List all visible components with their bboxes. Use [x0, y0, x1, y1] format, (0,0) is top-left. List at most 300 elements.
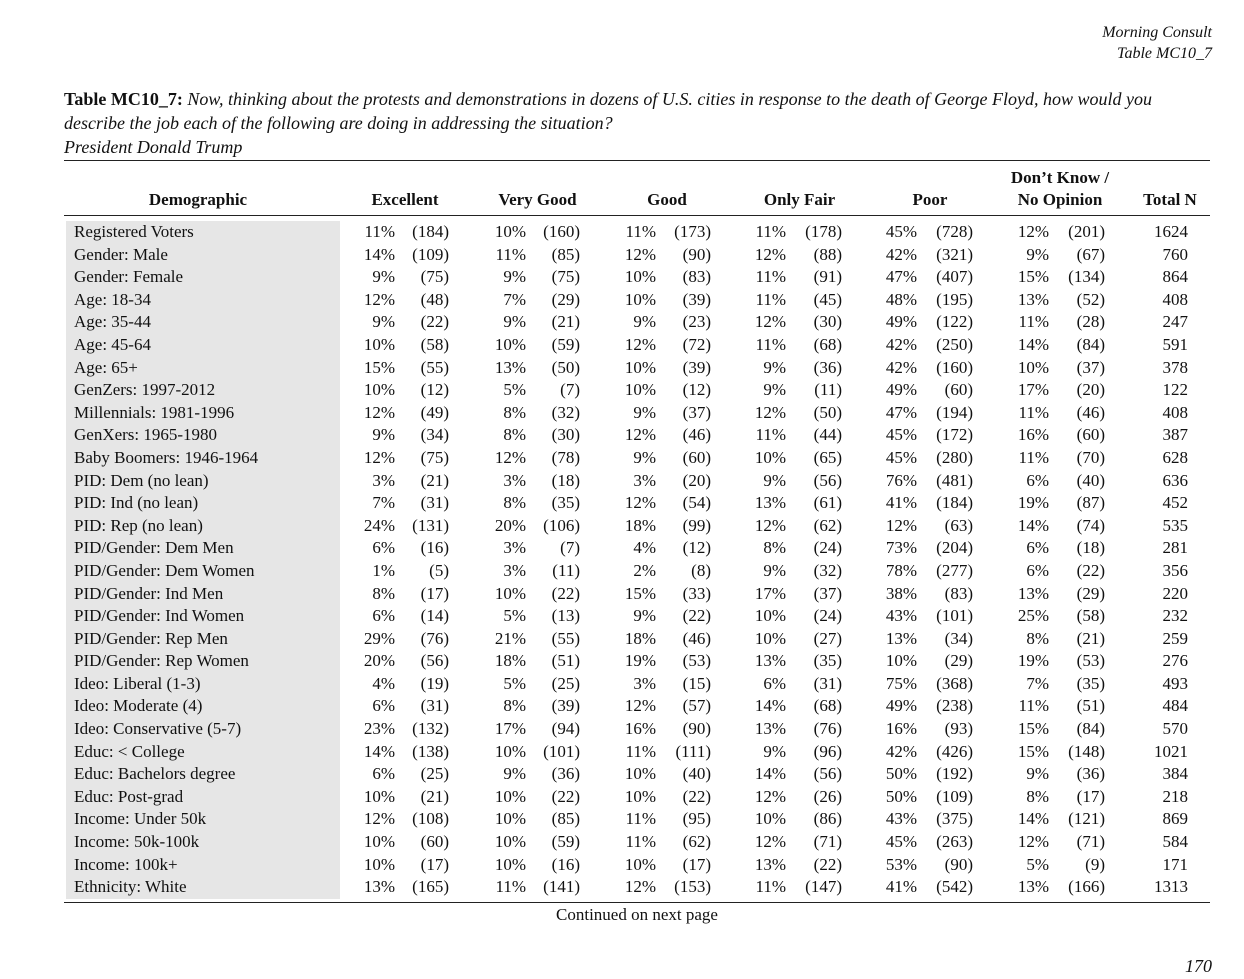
cell-poor-count: (321): [936, 244, 973, 264]
table-row: [64, 515, 1210, 538]
cell-good-percent: 11%: [625, 741, 656, 761]
cell-poor-count: (407): [936, 267, 973, 287]
cell-poor-count: (93): [944, 719, 973, 739]
cell-very-good-percent: 13%: [494, 357, 526, 377]
cell-poor-percent: 38%: [885, 583, 917, 603]
cell-poor-percent: 48%: [885, 289, 917, 309]
table-top-rule: [64, 160, 1210, 161]
cell-dont-know-count: (40): [1076, 470, 1105, 490]
cell-good-count: (37): [682, 402, 711, 422]
table-row: [64, 650, 1210, 673]
cell-excellent-count: (34): [420, 425, 449, 445]
cell-total-n: 218: [1162, 786, 1188, 806]
cell-dont-know-percent: 12%: [1017, 222, 1049, 241]
cell-excellent-percent: 11%: [364, 222, 395, 241]
cell-only-fair-percent: 17%: [754, 583, 786, 603]
cell-total-n: 122: [1162, 380, 1188, 400]
cell-poor-percent: 45%: [885, 222, 917, 241]
cell-excellent-count: (12): [420, 380, 449, 400]
table-row: [64, 311, 1210, 334]
cell-only-fair-percent: 13%: [754, 493, 786, 513]
cell-dont-know-count: (121): [1068, 809, 1105, 829]
cell-excellent-count: (75): [420, 447, 449, 467]
cell-dont-know-percent: 6%: [1026, 560, 1049, 580]
cell-excellent-count: (60): [420, 832, 449, 852]
table-row: [64, 560, 1210, 583]
cell-very-good-count: (141): [543, 877, 580, 897]
cell-excellent-percent: 7%: [372, 493, 395, 513]
cell-dont-know-count: (52): [1076, 289, 1105, 309]
table-row: [64, 402, 1210, 425]
cell-good-percent: 10%: [624, 764, 656, 784]
cell-only-fair-count: (61): [813, 493, 842, 513]
cell-dont-know-count: (201): [1068, 222, 1105, 241]
cell-only-fair-percent: 12%: [754, 312, 786, 332]
cell-excellent-percent: 6%: [372, 606, 395, 626]
cell-dont-know-count: (58): [1076, 606, 1105, 626]
cell-good-percent: 10%: [624, 357, 656, 377]
cell-poor-count: (277): [936, 560, 973, 580]
cell-excellent-percent: 15%: [363, 357, 395, 377]
cell-good-count: (15): [682, 673, 711, 693]
cell-only-fair-count: (24): [813, 606, 842, 626]
cell-excellent-count: (22): [420, 312, 449, 332]
table-row: [64, 808, 1210, 831]
table-row: [64, 876, 1210, 899]
cell-dont-know-count: (53): [1076, 651, 1105, 671]
cell-good-percent: 10%: [624, 786, 656, 806]
cell-total-n: 636: [1162, 470, 1188, 490]
cell-total-n: 493: [1162, 673, 1188, 693]
cell-very-good-percent: 18%: [494, 651, 526, 671]
col-header-good: Good: [647, 190, 687, 209]
row-label: Income: 50k-100k: [66, 831, 340, 854]
cell-very-good-percent: 12%: [494, 447, 526, 467]
cell-only-fair-percent: 12%: [754, 244, 786, 264]
cell-poor-count: (263): [936, 832, 973, 852]
cell-dont-know-count: (84): [1076, 719, 1105, 739]
cell-dont-know-count: (37): [1076, 357, 1105, 377]
cell-total-n: 384: [1162, 764, 1188, 784]
row-label: Ideo: Conservative (5-7): [66, 718, 340, 741]
table-body: [64, 221, 1210, 899]
row-label: PID: Rep (no lean): [66, 515, 340, 538]
cell-only-fair-percent: 10%: [754, 606, 786, 626]
cell-very-good-count: (35): [551, 493, 580, 513]
table-row: [64, 583, 1210, 606]
continued-note: Continued on next page: [556, 905, 718, 924]
cell-excellent-percent: 6%: [372, 538, 395, 558]
cell-dont-know-count: (18): [1076, 538, 1105, 558]
cell-good-percent: 3%: [633, 673, 656, 693]
cell-excellent-count: (184): [412, 222, 449, 241]
cell-dont-know-count: (17): [1076, 786, 1105, 806]
cell-dont-know-percent: 8%: [1026, 786, 1049, 806]
cell-dont-know-count: (29): [1076, 583, 1105, 603]
cell-very-good-count: (36): [551, 764, 580, 784]
cell-dont-know-count: (70): [1076, 447, 1105, 467]
cell-very-good-count: (50): [551, 357, 580, 377]
cell-very-good-percent: 9%: [503, 312, 526, 332]
cell-only-fair-percent: 9%: [763, 357, 786, 377]
cell-dont-know-percent: 11%: [1018, 312, 1049, 332]
cell-good-percent: 18%: [624, 515, 656, 535]
cell-dont-know-percent: 19%: [1017, 493, 1049, 513]
cell-only-fair-count: (22): [813, 854, 842, 874]
cell-poor-percent: 42%: [885, 741, 917, 761]
cell-only-fair-percent: 10%: [754, 809, 786, 829]
cell-only-fair-percent: 14%: [754, 696, 786, 716]
cell-very-good-percent: 10%: [494, 854, 526, 874]
cell-only-fair-percent: 12%: [754, 402, 786, 422]
cell-poor-percent: 50%: [885, 786, 917, 806]
cell-dont-know-percent: 17%: [1017, 380, 1049, 400]
table-row: [64, 424, 1210, 447]
row-label: Educ: Post-grad: [66, 786, 340, 809]
cell-only-fair-percent: 11%: [755, 877, 786, 897]
row-label: GenXers: 1965-1980: [66, 424, 340, 447]
cell-only-fair-count: (45): [813, 289, 842, 309]
cell-excellent-percent: 12%: [363, 809, 395, 829]
cell-excellent-count: (21): [420, 786, 449, 806]
cell-good-count: (12): [682, 380, 711, 400]
cell-total-n: 628: [1162, 447, 1188, 467]
org-name: Morning Consult: [1102, 24, 1212, 41]
table-row: [64, 221, 1210, 244]
table-row: [64, 786, 1210, 809]
cell-dont-know-percent: 13%: [1017, 877, 1049, 897]
cell-poor-percent: 49%: [885, 380, 917, 400]
cell-good-percent: 10%: [624, 289, 656, 309]
cell-excellent-count: (21): [420, 470, 449, 490]
cell-only-fair-count: (31): [813, 673, 842, 693]
cell-good-count: (53): [682, 651, 711, 671]
cell-good-count: (99): [682, 515, 711, 535]
cell-dont-know-count: (22): [1076, 560, 1105, 580]
cell-poor-percent: 75%: [885, 673, 917, 693]
cell-excellent-count: (108): [412, 809, 449, 829]
cell-dont-know-count: (28): [1076, 312, 1105, 332]
cell-very-good-percent: 3%: [503, 470, 526, 490]
cell-poor-count: (90): [944, 854, 973, 874]
cell-only-fair-count: (56): [813, 470, 842, 490]
cell-only-fair-percent: 11%: [755, 334, 786, 354]
cell-poor-count: (160): [936, 357, 973, 377]
header-rule: [64, 215, 1210, 216]
cell-dont-know-percent: 13%: [1017, 583, 1049, 603]
cell-poor-percent: 42%: [885, 244, 917, 264]
table-row: [64, 470, 1210, 493]
cell-only-fair-count: (37): [813, 583, 842, 603]
row-label: Educ: < College: [66, 741, 340, 764]
cell-very-good-percent: 7%: [503, 289, 526, 309]
cell-total-n: 356: [1162, 560, 1188, 580]
cell-good-percent: 4%: [633, 538, 656, 558]
cell-only-fair-percent: 11%: [755, 222, 786, 241]
cell-total-n: 484: [1162, 696, 1188, 716]
cell-good-percent: 11%: [625, 222, 656, 241]
cell-good-count: (22): [682, 606, 711, 626]
cell-poor-count: (29): [944, 651, 973, 671]
cell-poor-count: (101): [936, 606, 973, 626]
cell-poor-percent: 49%: [885, 696, 917, 716]
cell-only-fair-count: (88): [813, 244, 842, 264]
cell-excellent-count: (58): [420, 334, 449, 354]
cell-excellent-percent: 10%: [363, 786, 395, 806]
cell-only-fair-percent: 11%: [755, 289, 786, 309]
cell-only-fair-count: (86): [813, 809, 842, 829]
row-label: Gender: Male: [66, 244, 340, 267]
cell-poor-percent: 45%: [885, 447, 917, 467]
table-row: [64, 492, 1210, 515]
cell-poor-count: (204): [936, 538, 973, 558]
cell-good-count: (111): [675, 741, 711, 761]
cell-only-fair-count: (68): [813, 334, 842, 354]
cell-excellent-percent: 24%: [363, 515, 395, 535]
table-label: Table MC10_7:: [64, 89, 183, 109]
table-row: [64, 357, 1210, 380]
table-bottom-rule: [64, 902, 1210, 903]
cell-very-good-percent: 5%: [503, 606, 526, 626]
cell-poor-percent: 45%: [885, 425, 917, 445]
cell-very-good-count: (7): [560, 538, 580, 558]
cell-very-good-percent: 8%: [503, 493, 526, 513]
cell-good-percent: 10%: [624, 380, 656, 400]
cell-very-good-count: (30): [551, 425, 580, 445]
col-header-total-n: Total N: [1143, 190, 1197, 209]
cell-very-good-count: (16): [551, 854, 580, 874]
table-row: [64, 289, 1210, 312]
table-row: [64, 334, 1210, 357]
cell-good-percent: 18%: [624, 628, 656, 648]
cell-only-fair-count: (147): [805, 877, 842, 897]
cell-excellent-percent: 14%: [363, 244, 395, 264]
cell-good-count: (62): [682, 832, 711, 852]
cell-dont-know-percent: 5%: [1026, 854, 1049, 874]
cell-only-fair-percent: 12%: [754, 832, 786, 852]
cell-only-fair-count: (62): [813, 515, 842, 535]
table-row: [64, 379, 1210, 402]
cell-very-good-percent: 20%: [494, 515, 526, 535]
cell-total-n: 408: [1162, 289, 1188, 309]
cell-only-fair-percent: 12%: [754, 786, 786, 806]
cell-good-percent: 9%: [633, 402, 656, 422]
cell-very-good-percent: 8%: [503, 402, 526, 422]
cell-very-good-count: (29): [551, 289, 580, 309]
row-label: Gender: Female: [66, 266, 340, 289]
cell-total-n: 864: [1162, 267, 1188, 287]
cell-dont-know-count: (84): [1076, 334, 1105, 354]
cell-dont-know-percent: 9%: [1026, 764, 1049, 784]
cell-only-fair-percent: 13%: [754, 719, 786, 739]
table-row: [64, 854, 1210, 877]
cell-dont-know-count: (60): [1076, 425, 1105, 445]
cell-excellent-percent: 6%: [372, 764, 395, 784]
cell-excellent-count: (109): [412, 244, 449, 264]
cell-total-n: 281: [1162, 538, 1188, 558]
cell-very-good-percent: 10%: [494, 786, 526, 806]
cell-dont-know-count: (20): [1076, 380, 1105, 400]
col-header-very-good: Very Good: [498, 190, 577, 209]
cell-only-fair-count: (76): [813, 719, 842, 739]
row-label: PID/Gender: Rep Women: [66, 650, 340, 673]
cell-very-good-count: (106): [543, 515, 580, 535]
cell-very-good-percent: 10%: [494, 832, 526, 852]
cell-good-percent: 12%: [624, 244, 656, 264]
row-label: Millennials: 1981-1996: [66, 402, 340, 425]
cell-only-fair-count: (178): [805, 222, 842, 241]
cell-only-fair-percent: 13%: [754, 854, 786, 874]
cell-only-fair-count: (26): [813, 786, 842, 806]
cell-excellent-count: (49): [420, 402, 449, 422]
cell-poor-percent: 12%: [885, 515, 917, 535]
cell-only-fair-percent: 14%: [754, 764, 786, 784]
table-row: [64, 605, 1210, 628]
cell-only-fair-count: (35): [813, 651, 842, 671]
cell-excellent-count: (14): [420, 606, 449, 626]
cell-very-good-percent: 3%: [503, 560, 526, 580]
cell-very-good-count: (85): [551, 244, 580, 264]
cell-excellent-count: (5): [429, 560, 449, 580]
table-row: [64, 673, 1210, 696]
cell-very-good-count: (85): [551, 809, 580, 829]
cell-total-n: 452: [1162, 493, 1188, 513]
cell-poor-count: (426): [936, 741, 973, 761]
cell-very-good-count: (18): [551, 470, 580, 490]
cell-dont-know-count: (71): [1076, 832, 1105, 852]
cell-total-n: 378: [1162, 357, 1188, 377]
cell-good-percent: 15%: [624, 583, 656, 603]
col-header-poor: Poor: [912, 190, 948, 209]
cell-total-n: 387: [1162, 425, 1188, 445]
cell-excellent-percent: 29%: [363, 628, 395, 648]
cell-dont-know-count: (87): [1076, 493, 1105, 513]
table-row: [64, 537, 1210, 560]
cell-very-good-count: (59): [551, 832, 580, 852]
cell-poor-count: (194): [936, 402, 973, 422]
col-header-dont-know-line1: Don’t Know /: [1010, 168, 1110, 187]
cell-poor-percent: 50%: [885, 764, 917, 784]
cell-excellent-percent: 4%: [372, 673, 395, 693]
cell-only-fair-percent: 9%: [763, 470, 786, 490]
table-row: [64, 741, 1210, 764]
cell-good-percent: 9%: [633, 447, 656, 467]
cell-good-percent: 19%: [624, 651, 656, 671]
cell-poor-count: (542): [936, 877, 973, 897]
cell-total-n: 220: [1162, 583, 1188, 603]
cell-poor-count: (83): [944, 583, 973, 603]
cell-poor-count: (481): [936, 470, 973, 490]
cell-poor-percent: 42%: [885, 357, 917, 377]
cell-poor-percent: 41%: [885, 493, 917, 513]
col-header-demographic: Demographic: [148, 190, 248, 209]
cell-poor-percent: 16%: [885, 719, 917, 739]
cell-good-count: (40): [682, 764, 711, 784]
cell-dont-know-percent: 10%: [1017, 357, 1049, 377]
cell-very-good-count: (22): [551, 786, 580, 806]
cell-poor-count: (34): [944, 628, 973, 648]
cell-good-count: (83): [682, 267, 711, 287]
cell-only-fair-percent: 9%: [763, 380, 786, 400]
cell-excellent-percent: 12%: [363, 402, 395, 422]
cell-good-count: (33): [682, 583, 711, 603]
row-label: Income: Under 50k: [66, 808, 340, 831]
cell-poor-count: (280): [936, 447, 973, 467]
table-row: [64, 244, 1210, 267]
cell-dont-know-count: (134): [1068, 267, 1105, 287]
cell-excellent-percent: 9%: [372, 312, 395, 332]
cell-excellent-percent: 8%: [372, 583, 395, 603]
cell-good-count: (22): [682, 786, 711, 806]
cell-excellent-percent: 10%: [363, 334, 395, 354]
cell-dont-know-count: (148): [1068, 741, 1105, 761]
cell-only-fair-count: (96): [813, 741, 842, 761]
cell-poor-percent: 53%: [885, 854, 917, 874]
cell-only-fair-count: (11): [814, 380, 842, 400]
cell-poor-percent: 47%: [885, 267, 917, 287]
cell-dont-know-percent: 16%: [1017, 425, 1049, 445]
cell-dont-know-count: (46): [1076, 402, 1105, 422]
row-label: Registered Voters: [66, 221, 340, 244]
cell-excellent-count: (17): [420, 854, 449, 874]
cell-good-count: (46): [682, 628, 711, 648]
cell-good-percent: 12%: [624, 425, 656, 445]
cell-very-good-count: (32): [551, 402, 580, 422]
cell-good-percent: 9%: [633, 606, 656, 626]
cell-very-good-percent: 5%: [503, 673, 526, 693]
col-header-excellent: Excellent: [371, 190, 439, 209]
cell-poor-percent: 13%: [885, 628, 917, 648]
cell-very-good-count: (25): [551, 673, 580, 693]
cell-very-good-percent: 9%: [503, 267, 526, 287]
cell-poor-count: (60): [944, 380, 973, 400]
cell-very-good-count: (11): [552, 560, 580, 580]
question-text: Now, thinking about the protests and demonstrations in dozens of U.S. cities in response to the death of George Floyd, how would you describe the job each of the following are doing in addressing the situation?: [64, 89, 1152, 133]
cell-total-n: 1624: [1154, 222, 1188, 241]
cell-dont-know-count: (35): [1076, 673, 1105, 693]
cell-only-fair-count: (65): [813, 447, 842, 467]
cell-excellent-percent: 10%: [363, 854, 395, 874]
cell-excellent-count: (138): [412, 741, 449, 761]
cell-only-fair-count: (68): [813, 696, 842, 716]
cell-excellent-count: (16): [420, 538, 449, 558]
row-label: PID/Gender: Ind Women: [66, 605, 340, 628]
cell-only-fair-count: (36): [813, 357, 842, 377]
cell-excellent-percent: 9%: [372, 267, 395, 287]
cell-very-good-count: (101): [543, 741, 580, 761]
row-label: Age: 35-44: [66, 311, 340, 334]
cell-very-good-percent: 3%: [503, 538, 526, 558]
cell-good-count: (72): [682, 334, 711, 354]
cell-total-n: 591: [1162, 334, 1188, 354]
cell-very-good-percent: 8%: [503, 425, 526, 445]
cell-very-good-percent: 11%: [495, 244, 526, 264]
cell-excellent-count: (25): [420, 764, 449, 784]
cell-very-good-percent: 17%: [494, 719, 526, 739]
cell-excellent-count: (31): [420, 696, 449, 716]
cell-good-percent: 9%: [633, 312, 656, 332]
cell-poor-percent: 73%: [885, 538, 917, 558]
cell-very-good-count: (160): [543, 222, 580, 241]
cell-only-fair-count: (24): [813, 538, 842, 558]
cell-only-fair-percent: 11%: [755, 267, 786, 287]
cell-poor-percent: 76%: [885, 470, 917, 490]
cell-dont-know-percent: 15%: [1017, 719, 1049, 739]
cell-poor-percent: 41%: [885, 877, 917, 897]
cell-dont-know-percent: 19%: [1017, 651, 1049, 671]
cell-good-count: (20): [682, 470, 711, 490]
cell-very-good-percent: 10%: [494, 583, 526, 603]
